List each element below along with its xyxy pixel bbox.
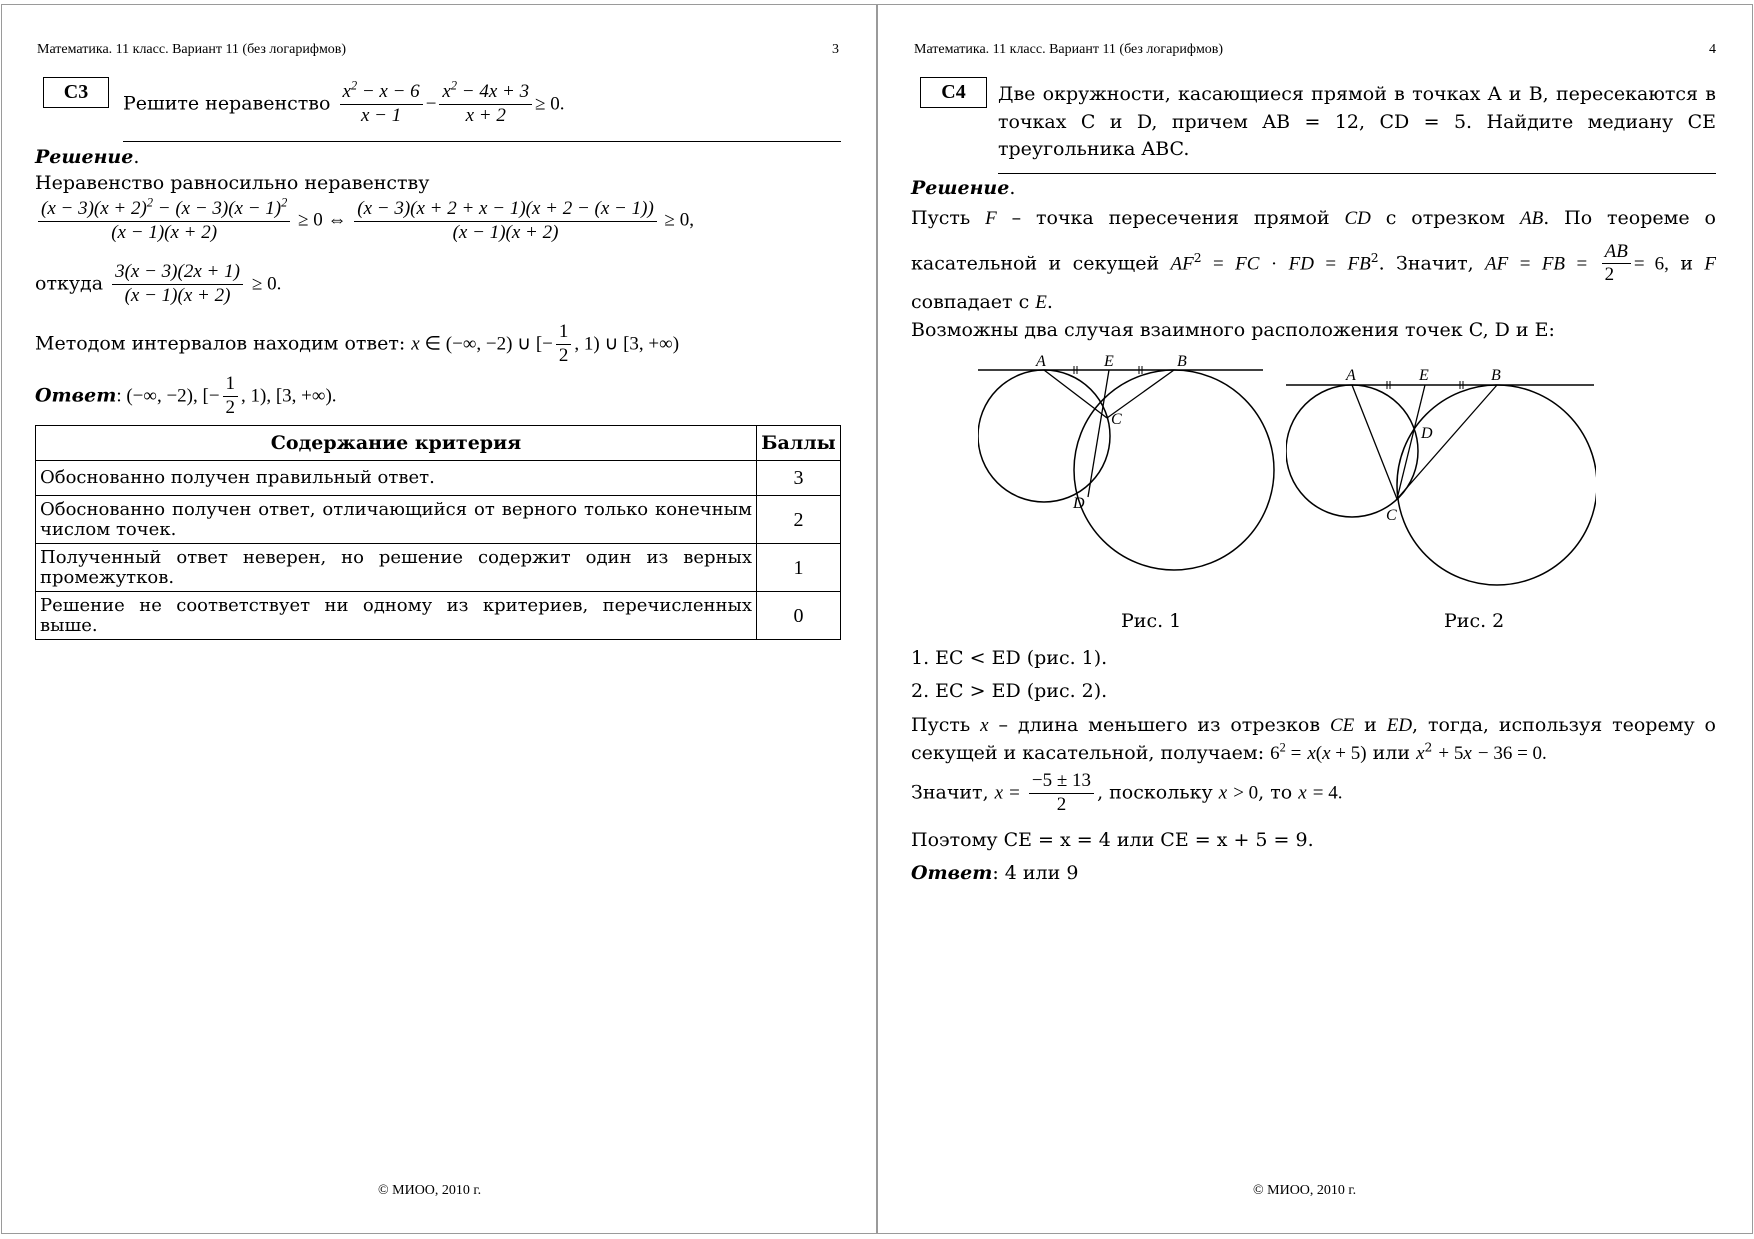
criteria-table — [35, 425, 841, 640]
c3-rule — [123, 141, 841, 142]
c4-answer: Ответ: 4 или 9 — [911, 862, 1079, 884]
figure-2-caption: Рис. 2 — [1444, 610, 1505, 632]
c4-problem-line: точках C и D, причем AB = 12, CD = 5. Найдите медиану CE — [998, 110, 1716, 133]
c4-problem-line: Две окружности, касающиеся прямой в точках A и B, пересекаются в — [998, 83, 1716, 105]
criteria-header-row — [36, 426, 841, 461]
criteria-row — [36, 496, 841, 544]
point-label-e: E — [1419, 367, 1429, 384]
page-footer-copyright: © МИОО, 2010 г. — [378, 1183, 482, 1198]
c4-case-1: 1. EC < ED (рис. 1). — [911, 647, 1108, 669]
c4-solution-paragraph: Пусть F – точка пересечения прямой CD с отрезком AB. По теореме о касательной и секущей $AF^2$ = FC · FD = $FB^2$. Значит, AF = FB = $\frac{AB}{2}$ = 6, и F совпадает с E. — [911, 207, 1717, 314]
criteria-points: 3 — [757, 461, 841, 496]
point-label-c: C — [1386, 507, 1397, 524]
criteria-text: Обоснованно получен правильный ответ. — [36, 461, 757, 496]
c4-cases-line: Возможны два случая взаимного расположения точек C, D и E: — [911, 319, 1555, 341]
page-number: 3 — [832, 42, 839, 57]
c3-answer: Ответ: (−∞, −2), [− $\frac{1}{2}$ , 1), [3, +∞). — [35, 373, 337, 418]
point-label-a: A — [1346, 367, 1356, 384]
c4-problem-statement — [998, 81, 1716, 164]
large-circle — [1397, 385, 1596, 585]
criteria-row — [36, 461, 841, 496]
figure-2 — [1286, 355, 1596, 590]
criteria-row — [36, 592, 841, 640]
c3-prompt: Решите неравенство — [123, 92, 331, 115]
point-label-d: D — [1421, 425, 1433, 442]
point-label-e: E — [1104, 353, 1114, 370]
problem-label-c4: C4 — [920, 77, 987, 108]
c4-case-2: 2. EC > ED (рис. 2). — [911, 680, 1108, 702]
c3-fraction-2: $\frac{x^2 - 4x + 3}{x + 2}$ — [439, 81, 532, 128]
page-footer-copyright: © МИОО, 2010 г. — [1253, 1183, 1357, 1198]
criteria-text: Решение не соответствует ни одному из критериев, перечисленных выше. — [36, 592, 757, 640]
criteria-points: 1 — [757, 544, 841, 592]
page-left — [1, 4, 877, 1234]
point-label-a: A — [1036, 353, 1046, 370]
c3-whence-line: откуда $\frac{3(x - 3)(2x + 1)}{(x - 1)(x + 2)}$ ≥ 0. — [35, 261, 282, 306]
criteria-text: Обоснованно получен ответ, отличающийся от верного только конечным числом точек. — [36, 496, 757, 544]
c3-equivalence: $\frac{(x - 3)(x + 2)^2 - (x - 3)(x - 1)^2}{(x - 1)(x + 2)}$ ≥ 0 ⇔ $\frac{(x - 3)(x + 2 + x - 1)(x + 2 - (x - 1))}{(x - 1)(x + 2)}$ ≥ 0, — [35, 198, 694, 245]
c4-therefore-line: Поэтому CE = x = 4 или CE = x + 5 = 9. — [911, 829, 1314, 851]
c4-rule — [998, 173, 1716, 174]
c4-roots-line: Значит, x = $\frac{-5 \pm 13}{2}$ , поскольку x > 0, то x = 4. — [911, 770, 1343, 815]
page-header-title: Математика. 11 класс. Вариант 11 (без логарифмов) — [37, 42, 347, 57]
criteria-text: Полученный ответ неверен, но решение содержит один из верных промежутков. — [36, 544, 757, 592]
page-header-title: Математика. 11 класс. Вариант 11 (без логарифмов) — [914, 42, 1224, 57]
figure-1 — [978, 345, 1278, 575]
c3-method-line: Методом интервалов находим ответ: x ∈ (−∞, −2) ∪ [− $\frac{1}{2}$ , 1) ∪ [3, +∞) — [35, 321, 680, 366]
point-label-d: D — [1073, 495, 1085, 512]
criteria-row — [36, 544, 841, 592]
c3-fraction-1: $\frac{x^2 - x - 6}{x - 1}$ — [340, 81, 423, 128]
criteria-column-header: Содержание критерия — [36, 426, 757, 461]
c4-problem-line: треугольника ABC. — [998, 138, 1190, 161]
point-label-b: B — [1491, 367, 1501, 384]
segment-ac — [1352, 385, 1397, 499]
c3-problem-statement: Решите неравенство $\frac{x^2 - x - 6}{x - 1}$ − $\frac{x^2 - 4x + 3}{x + 2}$ ≥ 0. — [123, 78, 565, 126]
c4-secant-paragraph: Пусть x – длина меньшего из отрезков CE и ED, тогда, используя теорему о секущей и касательной, получаем: $6^2 = x(x + 5)$ или $x^2 + 5x - 36 = 0$. — [911, 714, 1716, 764]
c4-solution-heading: Решение. — [911, 177, 1016, 199]
point-label-b: B — [1177, 353, 1187, 370]
c3-equivalent-line: Неравенство равносильно неравенству — [35, 172, 430, 194]
points-column-header: Баллы — [757, 426, 841, 461]
figure-1-caption: Рис. 1 — [1121, 610, 1182, 632]
problem-label-c3: C3 — [43, 77, 109, 108]
segment-bc — [1397, 385, 1497, 499]
point-label-c: C — [1111, 411, 1122, 428]
criteria-points: 0 — [757, 592, 841, 640]
page-number: 4 — [1709, 42, 1716, 57]
criteria-points: 2 — [757, 496, 841, 544]
page-right — [877, 4, 1753, 1234]
c3-solution-heading: Решение. — [35, 146, 140, 168]
